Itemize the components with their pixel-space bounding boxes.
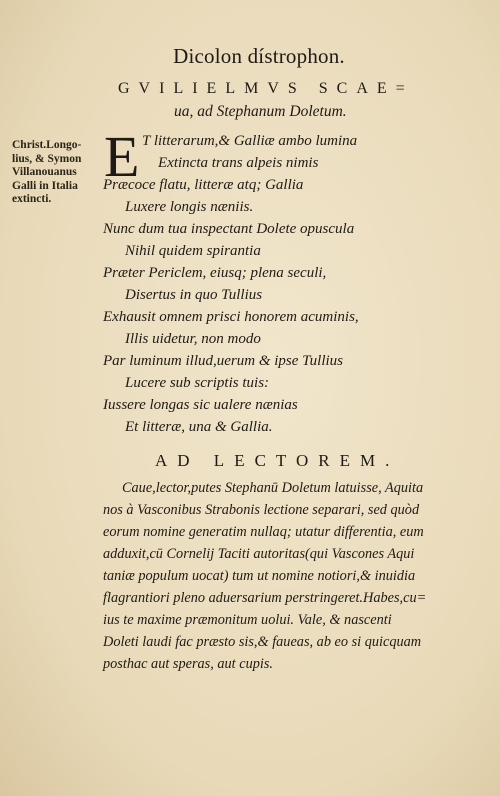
prose-line: flagrantiori pleno aduersarium perstringeret.Habes,cu= [103, 590, 427, 606]
verse-line: Extincta trans alpeis nimis [158, 155, 319, 171]
verse-line: Præter Periclem, eiusq; plena seculi, [103, 265, 327, 281]
verse-line: Præcoce flatu, litteræ atq; Gallia [103, 177, 304, 193]
marginal-note: Christ.Longo- lius, & Symon Villanouanus Galli in Italia extincti. [12, 139, 82, 205]
verse-line: Par luminum illud,uerum & ipse Tullius [103, 353, 344, 369]
verse-line: Nihil quidem spirantia [125, 243, 261, 259]
prose-line: eorum nomine generatim nullaq; utatur differentia, eum [103, 524, 424, 540]
verse-line: Exhausit omnem prisci honorem acuminis, [103, 309, 359, 325]
verse-line: Lucere sub scriptis tuis: [125, 375, 270, 391]
verse-line: Disertus in quo Tullius [125, 287, 263, 303]
verse-line: Et litteræ, una & Gallia. [125, 419, 273, 435]
verse-line: Illis uidetur, non modo [125, 331, 261, 347]
prose-line: posthac aut speras, aut cupis. [103, 656, 273, 672]
section-heading: AD LECTOREM. [155, 451, 400, 470]
verse-line: Nunc dum tua inspectant Dolete opuscula [103, 221, 355, 237]
drop-cap-initial: E [104, 124, 140, 189]
prose-line: ius te maxime præmonitum uolui. Vale, & nascenti [103, 612, 392, 628]
prose-line: taniæ populum uocat) tum ut nomine notiori,& inuidia [103, 568, 416, 584]
prose-line: Doleti laudi fac præsto sis,& faueas, ab eo si quicquam [103, 634, 422, 650]
verse-line: T litterarum,& Galliæ ambo lumina [142, 133, 358, 149]
author-heading: GVILIELMVS SCAE= [118, 80, 414, 97]
prose-line: nos à Vasconibus Strabonis lectione separari, sed quòd [103, 502, 420, 518]
page-title: Dicolon dístrophon. [173, 44, 345, 68]
dedication-line: ua, ad Stephanum Doletum. [174, 103, 347, 120]
verse-line: Iussere longas sic ualere nænias [103, 397, 298, 413]
prose-line: Caue,lector,putes Stephanū Doletum latuisse, Aquita [122, 480, 424, 496]
prose-line: adduxit,cū Cornelij Taciti autoritas(qui Vascones Aqui [103, 546, 415, 562]
verse-line: Luxere longis næniis. [125, 199, 254, 215]
